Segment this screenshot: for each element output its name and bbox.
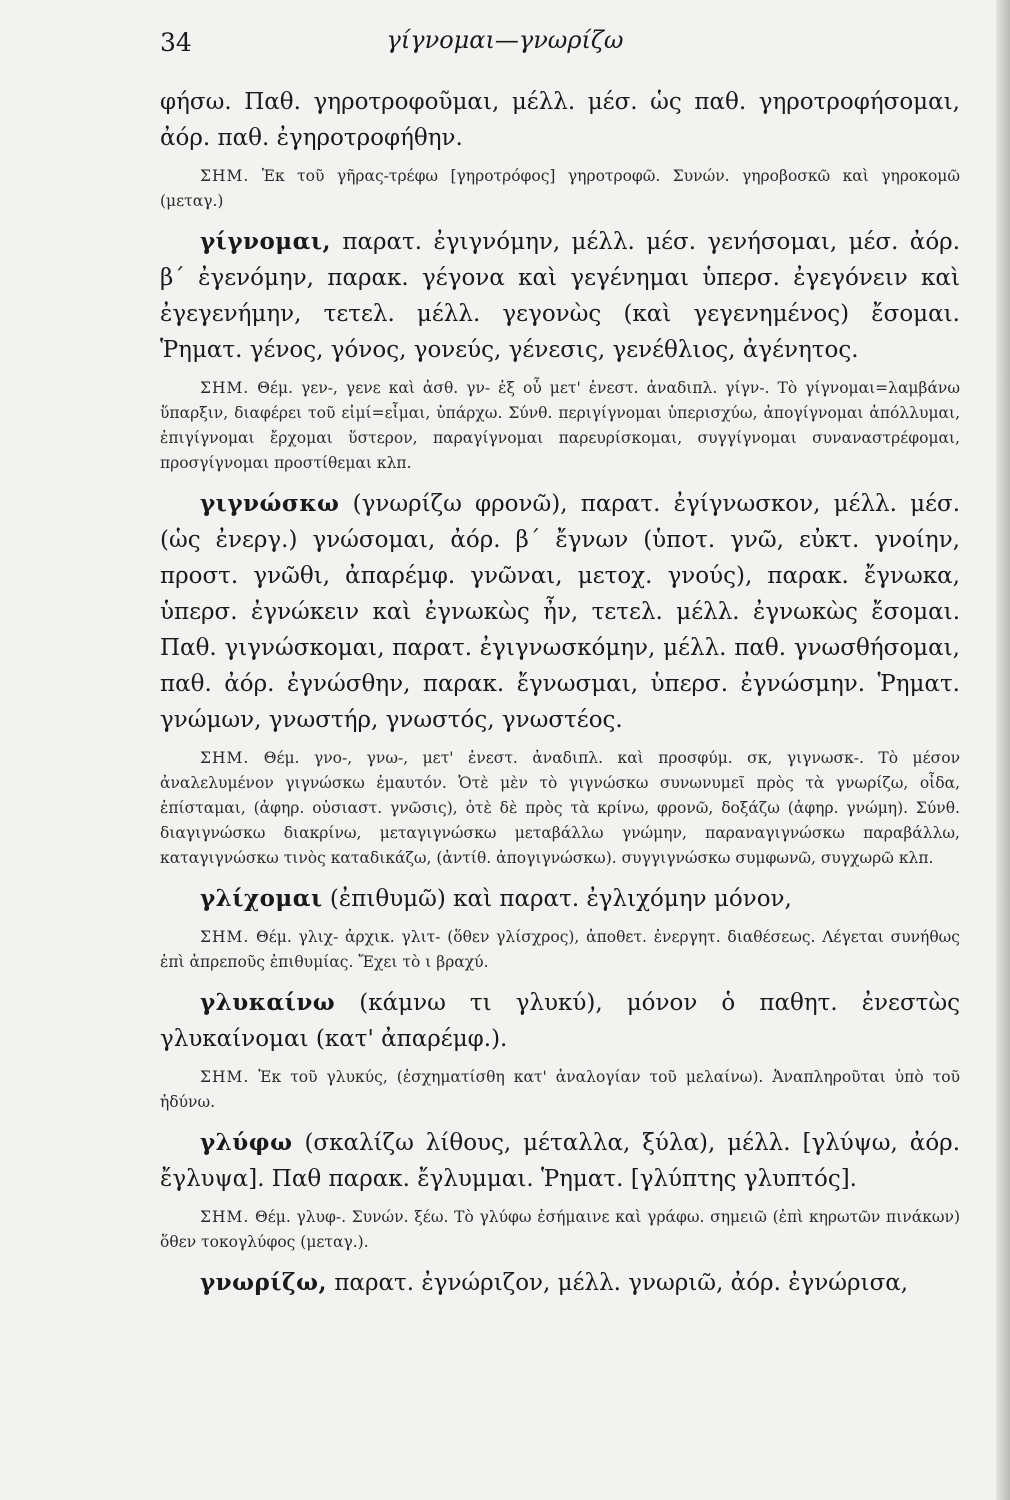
entry-note — [160, 925, 960, 975]
entry-continuation — [160, 84, 960, 156]
entry-text: (σκαλίζω λίθους, μέταλλα, ξύλα), μέλλ. [γλύψω, ἀόρ. ἔγλυψα]. Παθ παρακ. ἔγλυμμαι. Ῥηματ. [γλύπτης γλυπτός]. — [160, 1130, 961, 1192]
entry-note — [160, 376, 960, 476]
entry-lemma: γλύφω — [200, 1129, 293, 1156]
entry-text: παρατ. ἐγνώριζον, μέλλ. γνωριῶ, ἀόρ. ἐγνώρισα, — [334, 1270, 909, 1296]
page-edge — [996, 0, 1010, 1500]
note-label: ΣΗΜ. — [200, 379, 250, 397]
note-text: Θέμ. γνο-, γνω-, μετ' ἐνεστ. ἀναδιπλ. καὶ προσφύμ. σκ, γιγνωσκ-. Τὸ μέσον ἀναλελυμένον γιγνώσκω ἐμαυτόν. Ὁτὲ μὲν τὸ γιγνώσκω συνωνυμεῖ πρὸς τὰ γνωρίζω, οἶδα, ἐπίσταμαι, (ἀφηρ. οὐσιαστ. γνῶσις), ὁτὲ δὲ πρὸς τὰ κρίνω, φρονῶ, δοξάζω (ἀφηρ. γνώμη). Σύνθ. διαγιγνώσκω διακρίνω, μεταγιγνώσκω μεταβάλλω γνώμην, παραναγιγνώσκω παραβάλλω, καταγιγνώσκω τινὸς καταδικάζω, (ἀντίθ. ἀπογιγνώσκω). συγγιγνώσκω συμφωνῶ, συγχωρῶ κλπ. — [160, 749, 960, 867]
note-label: ΣΗΜ. — [200, 749, 250, 767]
entry-glichomai — [160, 881, 960, 917]
entry-note — [160, 1065, 960, 1115]
running-title: γίγνομαι—γνωρίζω — [386, 26, 624, 54]
entry-glypho — [160, 1125, 960, 1197]
note-text: Θέμ. γεν-, γενε καὶ ἀσθ. γν- ἐξ οὗ μετ' ἐνεστ. ἀναδιπλ. γίγν-. Τὸ γίγνομαι=λαμβάνω ὕπαρξιν, διαφέρει τοῦ εἰμί=εἶμαι, ὑπάρχω. Σύνθ. περιγίγνομαι ὑπερισχύω, ἀπογίγνομαι ἀπόλλυμαι, ἐπιγίγνομαι ἔρχομαι ὕστερον, παραγίγνομαι παρευρίσκομαι, συγγίγνομαι συναναστρέφομαι, προσγίγνομαι προστίθεμαι κλπ. — [160, 379, 960, 472]
entry-glykaino — [160, 985, 960, 1057]
entry-note — [160, 164, 960, 214]
entry-lemma: γλυκαίνω — [200, 989, 336, 1016]
entry-gnorizo — [160, 1265, 960, 1301]
entry-gignosko — [160, 486, 960, 738]
entry-text: παρατ. ἐγιγνόμην, μέλλ. μέσ. γενήσομαι, μέσ. ἀόρ. β΄ ἐγενόμην, παρακ. γέγονα καὶ γεγένημαι ὑπερσ. ἐγεγόνειν καὶ ἐγεγενήμην, τετελ. μέλλ. γεγονὼς (καὶ γεγενημένος) ἔσομαι. Ῥηματ. γένος, γόνος, γονεύς, γένεσις, γενέθλιος, ἀγένητος. — [160, 229, 961, 363]
note-text: Ἐκ τοῦ γῆρας-τρέφω [γηροτρόφος] γηροτροφῶ. Συνών. γηροβοσκῶ καὶ γηροκομῶ (μεταγ.) — [160, 167, 960, 210]
entry-lemma: γνωρίζω, — [200, 1269, 327, 1296]
page-number: 34 — [160, 28, 192, 57]
entry-text: (ἐπιθυμῶ) καὶ παρατ. ἐγλιχόμην μόνον, — [329, 886, 792, 912]
entry-text: (κάμνω τι γλυκύ), μόνον ὁ παθητ. ἐνεστὼς γλυκαίνομαι (κατ' ἀπαρέμφ.). — [160, 990, 961, 1052]
note-label: ΣΗΜ. — [200, 1068, 250, 1086]
note-text: Ἐκ τοῦ γλυκύς, (ἐσχηματίσθη κατ' ἀναλογίαν τοῦ μελαίνω). Ἀναπληροῦται ὑπὸ τοῦ ἡδύνω. — [160, 1068, 960, 1111]
entry-note — [160, 746, 960, 871]
note-label: ΣΗΜ. — [200, 1208, 250, 1226]
note-label: ΣΗΜ. — [200, 928, 250, 946]
entry-lemma: γίγνομαι, — [200, 228, 331, 255]
note-text: Θέμ. γλυφ-. Συνών. ξέω. Τὸ γλύφω ἐσήμαινε καὶ γράφω. σημειῶ (ἐπὶ κηρωτῶν πινάκων) ὅθεν τοκογλύφος (μεταγ.). — [160, 1208, 960, 1251]
entry-note — [160, 1205, 960, 1255]
entry-gignomai — [160, 224, 960, 368]
page-body — [160, 84, 960, 1307]
entry-lemma: γιγνώσκω — [200, 490, 340, 517]
note-label: ΣΗΜ. — [200, 167, 250, 185]
entry-text: (γνωρίζω φρονῶ), παρατ. ἐγίγνωσκον, μέλλ. μέσ. (ὡς ἐνεργ.) γνώσομαι, ἀόρ. β΄ ἔγνων (ὑποτ. γνῶ, εὐκτ. γνοίην, προστ. γνῶθι, ἀπαρέμφ. γνῶναι, μετοχ. γνούς), παρακ. ἔγνωκα, ὑπερσ. ἐγνώκειν καὶ ἐγνωκὼς ἦν, τετελ. μέλλ. ἐγνωκὼς ἔσομαι. Παθ. γιγνώσκομαι, παρατ. ἐγιγνωσκόμην, μέλλ. παθ. γνωσθήσομαι, παθ. ἀόρ. ἐγνώσθην, παρακ. ἔγνωσμαι, ὑπερσ. ἐγνώσμην. Ῥηματ. γνώμων, γνωστήρ, γνωστός, γνωστέος. — [160, 491, 960, 733]
entry-text: φήσω. Παθ. γηροτροφοῦμαι, μέλλ. μέσ. ὡς παθ. γηροτροφήσομαι, ἀόρ. παθ. ἐγηροτροφήθην. — [160, 89, 960, 151]
entry-lemma: γλίχομαι — [200, 885, 323, 912]
note-text: Θέμ. γλιχ- ἀρχικ. γλιτ- (ὅθεν γλίσχρος), ἀποθετ. ἐνεργητ. διαθέσεως. Λέγεται συνήθως ἐπὶ ἀπρεποῦς ἐπιθυμίας. Ἔχει τὸ ι βραχύ. — [160, 928, 960, 971]
